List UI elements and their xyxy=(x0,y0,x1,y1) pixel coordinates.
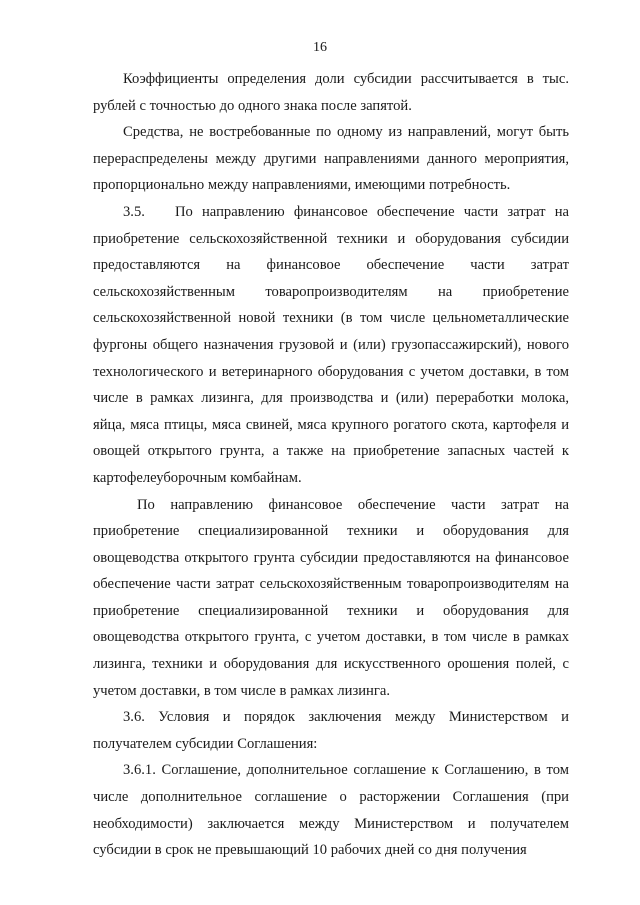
section-3-5-text: По направлению финансовое обеспечение части затрат на приобретение сельскохозяйственной техники и оборудования субсидии предоставляются на финансовое обеспечение части затрат сельскохозяйственным товаропроизводителям на приобретение сельскохозяйственной новой техники (в том числе цельнометаллические фургоны общего назначения грузовой и (или) грузопассажирский), нового технологического и ветеринарного оборудования с учетом доставки, в том числе в рамках лизинга, для производства и (или) переработки молока, яйца, мяса птицы, мяса свиней, мяса крупного рогатого скота, картофеля и овощей открытого грунта, а также на приобретение запасных частей к картофелеуборочным комбайнам. xyxy=(93,203,569,486)
paragraph-coefficients: Коэффициенты определения доли субсидии рассчитывается в тыс. рублей с точностью до одного знака после запятой. xyxy=(93,71,569,114)
document-body xyxy=(93,66,569,864)
paragraph-section-3-6: 3.6. Условия и порядок заключения между Министерством и получателем субсидии Соглашения: xyxy=(93,709,569,752)
page-number: 16 xyxy=(313,40,327,55)
paragraph-redistribution: Средства, не востребованные по одному из направлений, могут быть перераспределены между другими направлениями данного мероприятия, пропорционально между направлениями, имеющими потребность. xyxy=(93,124,569,194)
paragraph-vegetable-equipment: По направлению финансовое обеспечение части затрат на приобретение специализированной техники и оборудования для овощеводства открытого грунта субсидии предоставляются на финансовое обеспечение части затрат сельскохозяйственным товаропроизводителям на приобретение специализированной техники и оборудования для овощеводства открытого грунта, с учетом доставки, в том числе в рамках лизинга, техники и оборудования для искусственного орошения полей, с учетом доставки, в том числе в рамках лизинга. xyxy=(93,496,569,699)
paragraph-section-3-6-1: 3.6.1. Соглашение, дополнительное соглашение к Соглашению, в том числе дополнительное соглашение о расторжении Соглашения (при необходимости) заключается между Министерством и получателем субсидии в срок не превышающий 10 рабочих дней со дня получения xyxy=(93,762,569,859)
section-number: 3.5. xyxy=(123,203,145,220)
paragraph-section-3-5 xyxy=(93,199,569,492)
